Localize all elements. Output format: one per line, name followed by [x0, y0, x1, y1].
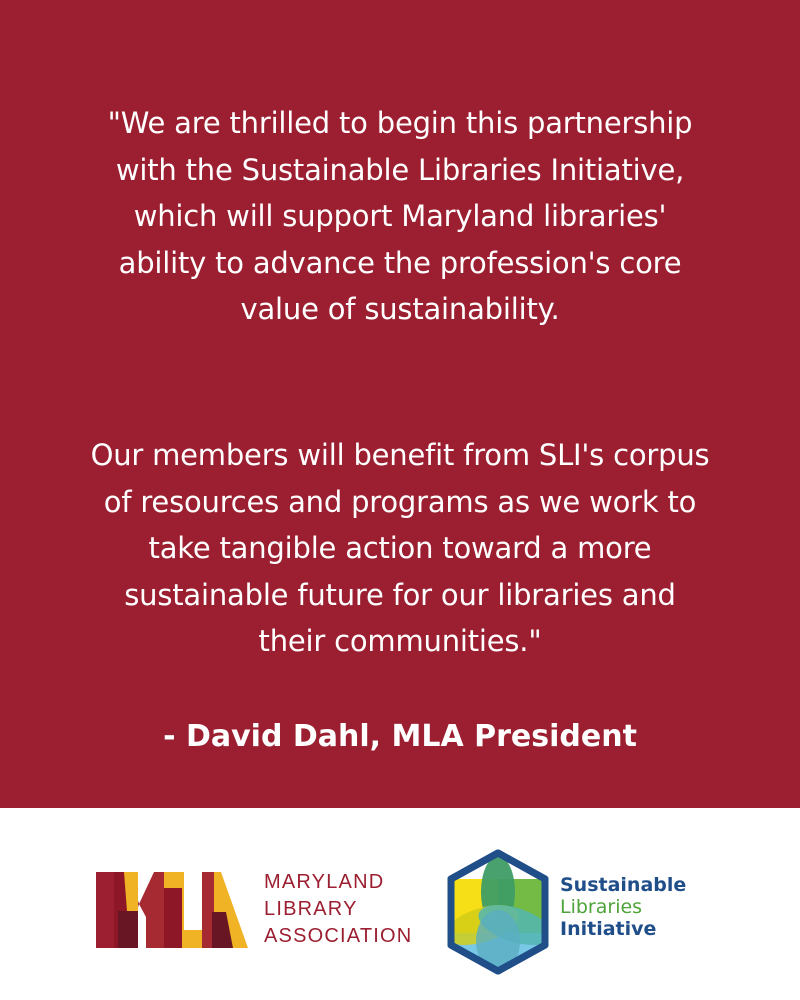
sli-name-line-1: Sustainable: [560, 874, 687, 896]
sustainable-libraries-initiative-wordmark: [560, 874, 720, 940]
quote-attribution: - David Dahl, MLA President: [163, 719, 637, 754]
quote-paragraph-2: Our members will benefit from SLI's corpus of resources and programs as we work to take tangible action toward a more sustainable future for our libraries and their communities.": [90, 438, 710, 658]
maryland-library-association-logo: [96, 872, 248, 948]
maryland-library-association-wordmark: [264, 869, 434, 950]
mla-logo-l-dark-accent-shape: [164, 888, 182, 948]
sustainable-libraries-initiative-logo: [443, 849, 553, 975]
logo-footer: [0, 808, 800, 1000]
mla-logo-m-right-shape: [139, 872, 164, 948]
sli-name-line-2: Libraries: [560, 896, 643, 918]
mla-logo-m-dark-accent-shape: [118, 911, 138, 948]
mla-name-line-2: LIBRARY: [264, 898, 358, 920]
mla-name-line-1: MARYLAND: [264, 871, 385, 893]
sli-name-line-3: Initiative: [560, 918, 657, 940]
mla-name-line-3: ASSOCIATION: [264, 925, 413, 947]
mla-logo-m-left-shape: [96, 872, 114, 948]
quote-paragraph-1: "We are thrilled to begin this partnership with the Sustainable Libraries Initiative, which will support Maryland libraries' ability to advance the profession's core value of sustainability.: [107, 106, 693, 326]
